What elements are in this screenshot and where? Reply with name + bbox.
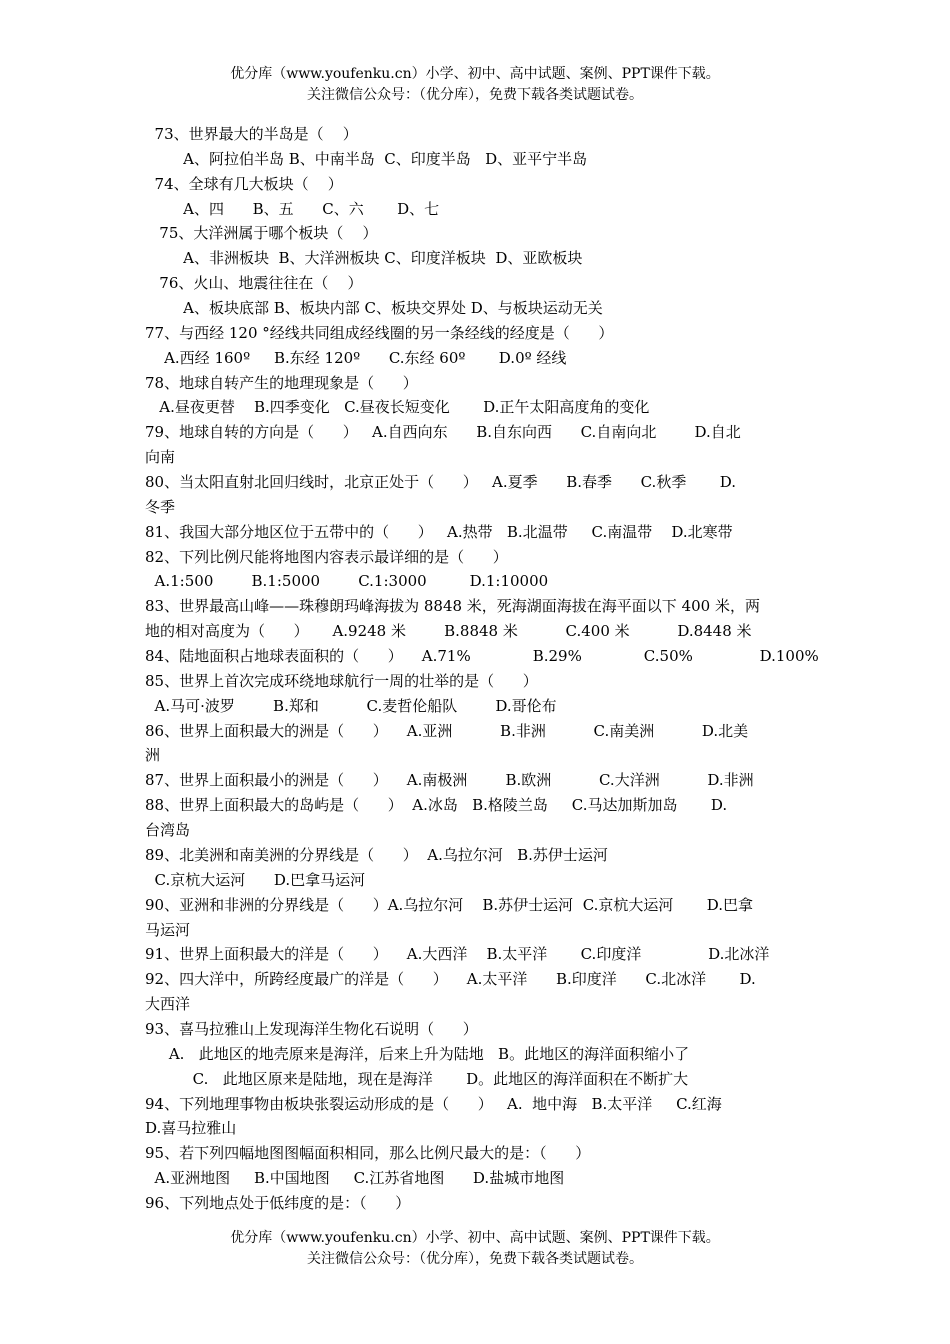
text-line: 80、当太阳直射北回归线时，北京正处于（ ） A.夏季 B.春季 C.秋季 D. — [145, 473, 736, 492]
footer-line-2: 关注微信公众号：（优分库），免费下载各类试题试卷。 — [307, 1251, 643, 1267]
footer-line-1: 优分库（www.youfenku.cn）小学、初中、高中试题、案例、PPT课件下载。 — [230, 1230, 720, 1246]
text-line: A、板块底部 B、板块内部 C、板块交界处 D、与板块运动无关 — [145, 299, 603, 318]
text-line: 76、火山、地震往往在（ ） — [145, 274, 363, 293]
text-line: 90、亚洲和非洲的分界线是（ ）A.乌拉尔河 B.苏伊士运河 C.京杭大运河 D.巴拿 — [145, 895, 754, 914]
text-line: 92、四大洋中，所跨经度最广的洋是（ ） A.太平洋 B.印度洋 C.北冰洋 D. — [145, 970, 756, 989]
text-line: 78、地球自转产生的地理现象是（ ） — [145, 373, 418, 392]
text-line: A、非洲板块 B、大洋洲板块 C、印度洋板块 D、亚欧板块 — [145, 249, 583, 268]
text-line: 74、全球有几大板块（ ） — [145, 174, 343, 193]
text-line: C. 此地区原来是陆地，现在是海洋 D。此地区的海洋面积在不断扩大 — [145, 1069, 689, 1088]
text-line: A.亚洲地图 B.中国地图 C.江苏省地图 D.盐城市地图 — [145, 1169, 565, 1188]
text-line: 77、与西经 120 °经线共同组成经线圈的另一条经线的经度是（ ） — [145, 323, 614, 342]
header-line-1: 优分库（www.youfenku.cn）小学、初中、高中试题、案例、PPT课件下载。 — [230, 66, 720, 82]
text-line: 81、我国大部分地区位于五带中的（ ） A.热带 B.北温带 C.南温带 D.北寒带 — [145, 522, 733, 541]
text-line: 马运河 — [145, 920, 191, 939]
text-line: 83、世界最高山峰——珠穆朗玛峰海拔为 8848 米，死海湖面海拔在海平面以下 400 米，两 — [145, 597, 760, 616]
page-footer — [0, 1228, 950, 1270]
text-line: 79、地球自转的方向是（ ） A.自西向东 B.自东向西 C.自南向北 D.自北 — [145, 423, 741, 442]
text-line: 地的相对高度为（ ） A.9248 米 B.8848 米 C.400 米 D.8448 米 — [145, 622, 752, 641]
text-line: 87、世界上面积最小的洲是（ ） A.南极洲 B.欧洲 C.大洋洲 D.非洲 — [145, 771, 754, 790]
text-line: 大西洋 — [145, 995, 191, 1014]
text-line: 93、喜马拉雅山上发现海洋生物化石说明（ ） — [145, 1019, 478, 1038]
text-line: 洲 — [145, 746, 161, 765]
question-list — [145, 122, 825, 1216]
text-line: A、阿拉伯半岛 B、中南半岛 C、印度半岛 D、亚平宁半岛 — [145, 149, 588, 168]
text-line: A.昼夜更替 B.四季变化 C.昼夜长短变化 D.正午太阳高度角的变化 — [145, 398, 650, 417]
text-line: 82、下列比例尺能将地图内容表示最详细的是（ ） — [145, 547, 508, 566]
text-line: 89、北美洲和南美洲的分界线是（ ） A.乌拉尔河 B.苏伊士运河 — [145, 845, 608, 864]
text-line: 84、陆地面积占地球表面积的（ ） A.71% B.29% C.50% D.100% — [145, 647, 819, 666]
text-line: 96、下列地点处于低纬度的是：（ ） — [145, 1193, 411, 1212]
text-line: 向南 — [145, 448, 176, 467]
page-header — [0, 64, 950, 106]
header-line-2: 关注微信公众号：（优分库），免费下载各类试题试卷。 — [307, 87, 643, 103]
text-line: 86、世界上面积最大的洲是（ ） A.亚洲 B.非洲 C.南美洲 D.北美 — [145, 721, 749, 740]
text-line: 88、世界上面积最大的岛屿是（ ） A.冰岛 B.格陵兰岛 C.马达加斯加岛 D. — [145, 796, 728, 815]
text-line: A.1:500 B.1:5000 C.1:3000 D.1:10000 — [145, 572, 549, 591]
text-line: A.西经 160º B.东经 120º C.东经 60º D.0º 经线 — [145, 348, 567, 367]
text-line: A. 此地区的地壳原来是海洋，后来上升为陆地 B。此地区的海洋面积缩小了 — [145, 1044, 690, 1063]
text-line: 95、若下列四幅地图图幅面积相同，那么比例尺最大的是：（ ） — [145, 1144, 591, 1163]
text-line: 94、下列地理事物由板块张裂运动形成的是（ ） A. 地中海 B.太平洋 C.红海 — [145, 1094, 722, 1113]
text-line: A、四 B、五 C、六 D、七 — [145, 199, 440, 218]
text-line: 台湾岛 — [145, 821, 191, 840]
text-line: 75、大洋洲属于哪个板块（ ） — [145, 224, 378, 243]
text-line: D.喜马拉雅山 — [145, 1119, 237, 1138]
text-line: 73、世界最大的半岛是（ ） — [145, 125, 358, 143]
text-line: 85、世界上首次完成环绕地球航行一周的壮举的是（ ） — [145, 671, 538, 690]
text-line: C.京杭大运河 D.巴拿马运河 — [145, 870, 366, 889]
text-line: A.马可·波罗 B.郑和 C.麦哲伦船队 D.哥伦布 — [145, 696, 557, 715]
text-line: 冬季 — [145, 497, 176, 516]
text-line: 91、世界上面积最大的洋是（ ） A.大西洋 B.太平洋 C.印度洋 D.北冰洋 — [145, 945, 770, 964]
